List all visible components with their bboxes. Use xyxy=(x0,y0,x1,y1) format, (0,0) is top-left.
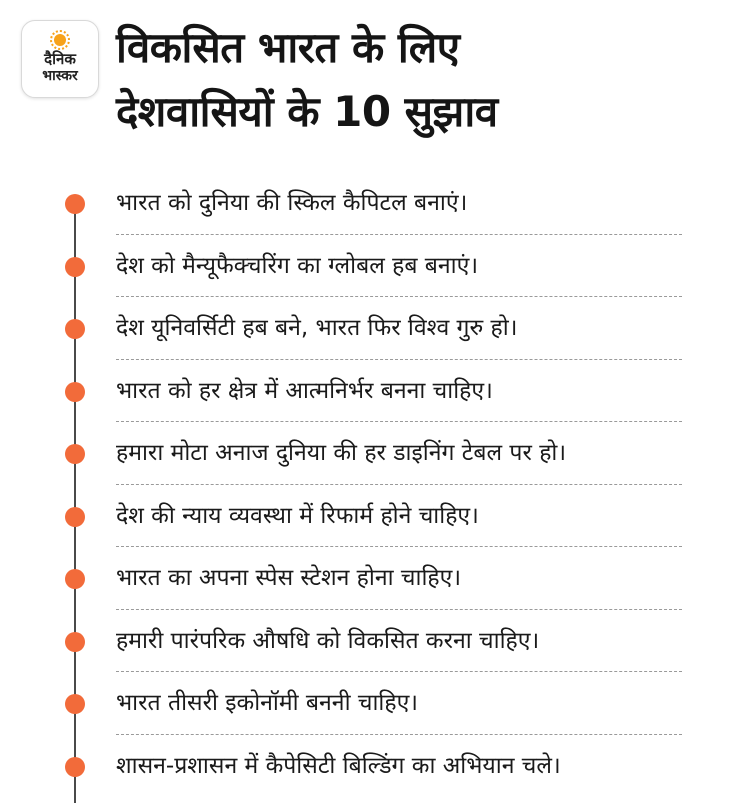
bullet-dot-icon xyxy=(65,694,85,714)
suggestion-text: देश की न्याय व्यवस्था में रिफार्म होने चाहिए। xyxy=(116,502,479,529)
suggestion-text: भारत को दुनिया की स्किल कैपिटल बनाएं। xyxy=(116,190,468,216)
title-line-1: विकसित भारत के लिए xyxy=(116,23,460,72)
bullet-dot-icon xyxy=(65,507,85,527)
suggestion-list xyxy=(0,172,730,797)
bullet-dot-icon xyxy=(65,757,85,777)
bullet-dot-icon xyxy=(65,319,85,339)
bullet-dot-icon xyxy=(65,632,85,652)
bullet-dot-icon xyxy=(65,257,85,277)
suggestion-text: भारत का अपना स्पेस स्टेशन होना चाहिए। xyxy=(116,565,462,591)
list-item xyxy=(0,360,730,423)
list-item xyxy=(0,672,730,735)
bullet-dot-icon xyxy=(65,194,85,214)
bullet-dot-icon xyxy=(65,382,85,402)
list-item xyxy=(0,235,730,298)
suggestion-text: हमारा मोटा अनाज दुनिया की हर डाइनिंग टेबल पर हो। xyxy=(116,440,567,466)
bullet-dot-icon xyxy=(65,444,85,464)
bullet-dot-icon xyxy=(65,569,85,589)
title-line-2: देशवासियों के 10 सुझाव xyxy=(116,87,498,136)
list-item xyxy=(0,547,730,610)
list-item xyxy=(0,172,730,235)
suggestion-text: भारत तीसरी इकोनॉमी बननी चाहिए। xyxy=(116,690,419,716)
suggestion-text: देश को मैन्यूफैक्चरिंग का ग्लोबल हब बनाएं। xyxy=(116,252,479,279)
page-title xyxy=(116,16,716,144)
logo-text-line2: भास्कर xyxy=(42,68,78,84)
list-item xyxy=(0,422,730,485)
dainik-bhaskar-logo xyxy=(21,20,99,98)
suggestion-text: देश यूनिवर्सिटी हब बने, भारत फिर विश्व गुरु हो। xyxy=(116,315,518,341)
list-item xyxy=(0,610,730,673)
suggestion-text: शासन-प्रशासन में कैपेसिटी बिल्डिंग का अभियान चले। xyxy=(116,752,561,779)
list-item xyxy=(0,485,730,548)
sun-icon xyxy=(54,34,66,46)
list-item xyxy=(0,735,730,798)
suggestion-text: हमारी पारंपरिक औषधि को विकसित करना चाहिए। xyxy=(116,627,540,654)
logo-text-line1: दैनिक xyxy=(44,50,76,68)
suggestion-text: भारत को हर क्षेत्र में आत्मनिर्भर बनना चाहिए। xyxy=(116,377,493,404)
list-item xyxy=(0,297,730,360)
